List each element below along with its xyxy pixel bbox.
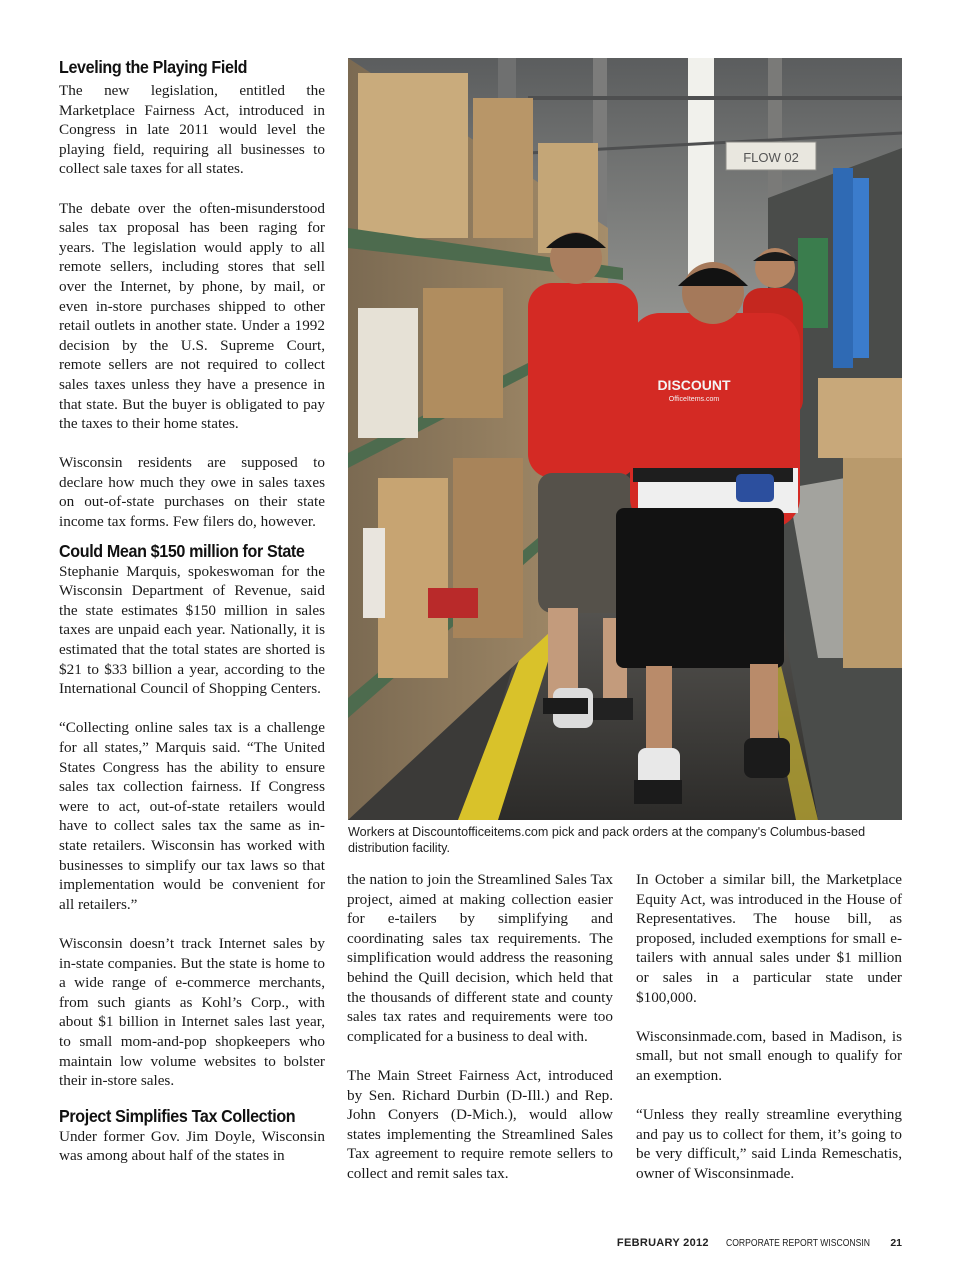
article-column-3 (636, 870, 902, 1184)
section-heading: Leveling the Playing Field (59, 57, 248, 77)
publication-name: CORPORATE REPORT WISCONSIN (725, 1237, 870, 1249)
paragraph: In October a similar bill, the Marketplace Equity Act, was introduced in the House of Representatives. The house bill, as proposed, included exemptions for small e-tailers with annual sales under $1 million or sales in a particular state under $100,000. (636, 871, 902, 1006)
photo-caption: Workers at Discountofficeitems.com pick and pack orders at the company's Columbus-based distribution facility. (348, 825, 866, 855)
shirt-print-sub: OfficeItems.com (668, 396, 720, 403)
article-column-1 (59, 56, 325, 1166)
article-column-2 (347, 870, 613, 1184)
paragraph: the nation to join the Streamlined Sales Tax project, aimed at making collection easier for e-tailers by simplifying and coordinating sales tax requirements. The simplification would address the reasoning behind the Quill decision, which held that the thousands of different state and county sales tax rates and requirements were too complicated for a business to deal with. (347, 871, 613, 1045)
page-footer (617, 1237, 902, 1249)
section-heading: Could Mean $150 million for State (59, 540, 305, 561)
paragraph: The Main Street Fairness Act, introduced by Sen. Richard Durbin (D-Ill.) and Rep. John Conyers (D-Mich.), would allow states implementing the Streamlined Sales Tax agreement to require remote sellers to collect and remit sales tax. (347, 1066, 613, 1182)
paragraph: Stephanie Marquis, spokeswoman for the Wisconsin Department of Revenue, said the state estimates $150 million in sales taxes are unpaid each year. Nationally, it is estimated that the total states are shorted is $21 to $33 billion a year, according to the International Council of Shopping Centers. (59, 562, 325, 698)
aisle-sign: FLOW 02 (743, 150, 799, 165)
paragraph: Under former Gov. Jim Doyle, Wisconsin was among about half of the states in (59, 1127, 325, 1165)
paragraph: The debate over the often-misunderstood sales tax proposal has been raging for years. The legislation would apply to all remote sellers, including stores that sell over the Internet, by phone, by mail, or even in-store purchases shipped to other retail outlets in another state. Under a 1992 decision by the U.S. Supreme Court, remote sellers are not required to collect sales taxes unless they have a presence in that state. But the buyer is obligated to pay the taxes to their home states. (59, 199, 325, 433)
paragraph: “Unless they really streamline everything and pay us to collect for them, it’s going to be very difficult,” said Linda Remeschatis, owner of Wisconsinmade. (636, 1106, 902, 1182)
paragraph: Wisconsin doesn’t track Internet sales by in-state companies. But the state is home to a wide range of e-commerce merchants, from such giants as Kohl’s Corp., with about $1 billion in Internet sales last year, to small mom-and-pop shopkeepers who maintain low volume websites to bolster their in-store sales. (59, 934, 325, 1090)
paragraph: The new legislation, entitled the Marketplace Fairness Act, introduced in Congress in late 2011 would level the playing field, requiring all businesses to collect sale taxes for all states. (59, 82, 325, 178)
paragraph: “Collecting online sales tax is a challenge for all states,” Marquis said. “The United States Congress has the ability to ensure sales tax collection fairness. If Congress were to act, out-of-state retailers would have to collect sales tax the same as in-state retailers. Wisconsin has worked with businesses to simplify our tax laws so that implementation would be convenient for all retailers.” (59, 719, 325, 913)
paragraph: Wisconsin residents are supposed to declare how much they owe in sales taxes on out-of-state purchases on their state income tax forms. Few filers do, however. (59, 454, 325, 531)
paragraph: Wisconsinmade.com, based in Madison, is small, but not small enough to qualify for an exemption. (636, 1027, 902, 1084)
issue-date: FEBRUARY 2012 (616, 1237, 709, 1249)
page-number: 21 (890, 1237, 902, 1249)
warehouse-photo (348, 58, 902, 820)
shirt-print: DISCOUNT (657, 377, 731, 393)
section-heading: Project Simplifies Tax Collection (59, 1105, 296, 1126)
